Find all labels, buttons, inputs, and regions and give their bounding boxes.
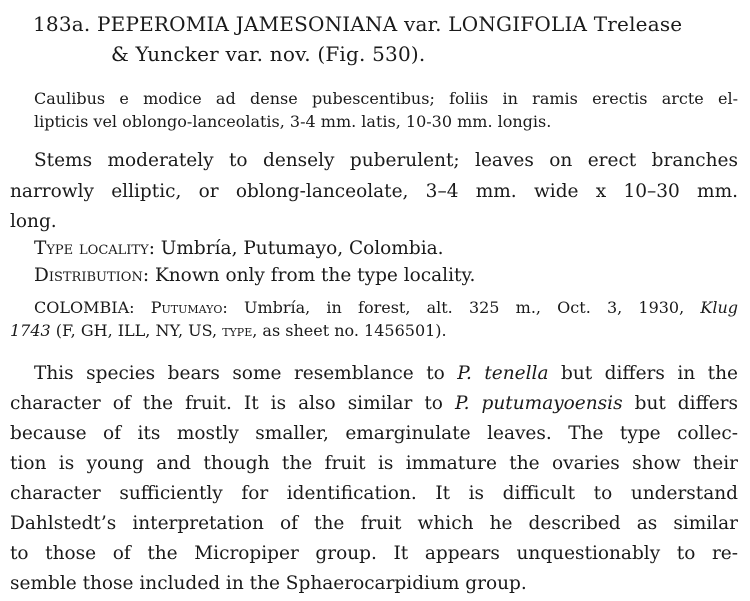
specimen-type-word: type bbox=[222, 321, 253, 340]
specimen-collector: Klug bbox=[700, 298, 739, 317]
description-line-1: Stems moderately to densely puberulent; leaves on erect branches bbox=[34, 150, 738, 171]
discussion-text: This species bears some resemblance to bbox=[34, 363, 458, 384]
specimen-details: : Umbría, in forest, alt. 325 m., Oct. 3, 1930, bbox=[222, 298, 701, 317]
specimen-department: Putumayo bbox=[150, 298, 223, 317]
species-heading-line-1: 183a. PEPEROMIA JAMESONIANA var. LONGIFOLIA Trelease bbox=[33, 12, 683, 36]
description-line-2: narrowly elliptic, or oblong-lanceolate, 3–4 mm. wide x 10–30 mm. bbox=[10, 181, 738, 202]
specimen-herbaria: (F, GH, ILL, NY, US, bbox=[50, 321, 223, 340]
discussion-line-2 bbox=[10, 395, 738, 414]
discussion-line-7: to those of the Micropiper group. It appears unquestionably to re- bbox=[10, 543, 738, 564]
latin-diagnosis-line-1: Caulibus e modice ad dense pubescentibus; foliis in ramis erectis arcte el- bbox=[34, 89, 738, 108]
species-name-tenella: P. tenella bbox=[457, 363, 549, 384]
discussion-text: but differs bbox=[622, 393, 738, 414]
discussion-line-8: semble those included in the Sphaerocarpidium group. bbox=[10, 573, 527, 594]
distribution bbox=[34, 267, 475, 286]
discussion-text: character of the fruit. It is also similar to bbox=[10, 393, 455, 414]
species-name-putumayoensis: P. putumayoensis bbox=[454, 393, 623, 414]
specimen-number: 1743 bbox=[10, 321, 51, 340]
specimen-sep: : bbox=[129, 298, 151, 317]
type-locality bbox=[34, 240, 444, 259]
discussion-text: but differs in the bbox=[548, 363, 738, 384]
discussion-line-4: tion is young and though the fruit is immature the ovaries show their bbox=[10, 453, 738, 474]
species-heading-line-2: & Yuncker var. nov. (Fig. 530). bbox=[111, 42, 426, 66]
type-locality-value: : Umbría, Putumayo, Colombia. bbox=[148, 238, 444, 259]
distribution-value: : Known only from the type locality. bbox=[142, 265, 476, 286]
specimen-citation-line-2 bbox=[10, 323, 447, 339]
latin-diagnosis-line-2: lipticis vel oblongo-lanceolatis, 3-4 mm. latis, 10-30 mm. longis. bbox=[34, 112, 552, 131]
discussion-line-5: character sufficiently for identification. It is difficult to understand bbox=[10, 483, 738, 504]
type-locality-label: Type locality bbox=[34, 238, 149, 259]
specimen-sheet: , as sheet no. 1456501). bbox=[252, 321, 447, 340]
discussion-line-3: because of its mostly smaller, emarginulate leaves. The type collec- bbox=[10, 423, 738, 444]
distribution-label: Distribution bbox=[34, 265, 143, 286]
description-line-3: long. bbox=[10, 211, 57, 232]
discussion-line-1 bbox=[34, 365, 738, 384]
specimen-country: COLOMBIA bbox=[34, 298, 130, 317]
discussion-line-6: Dahlstedt’s interpretation of the fruit which he described as similar bbox=[10, 513, 738, 534]
specimen-citation-line-1 bbox=[34, 300, 738, 316]
